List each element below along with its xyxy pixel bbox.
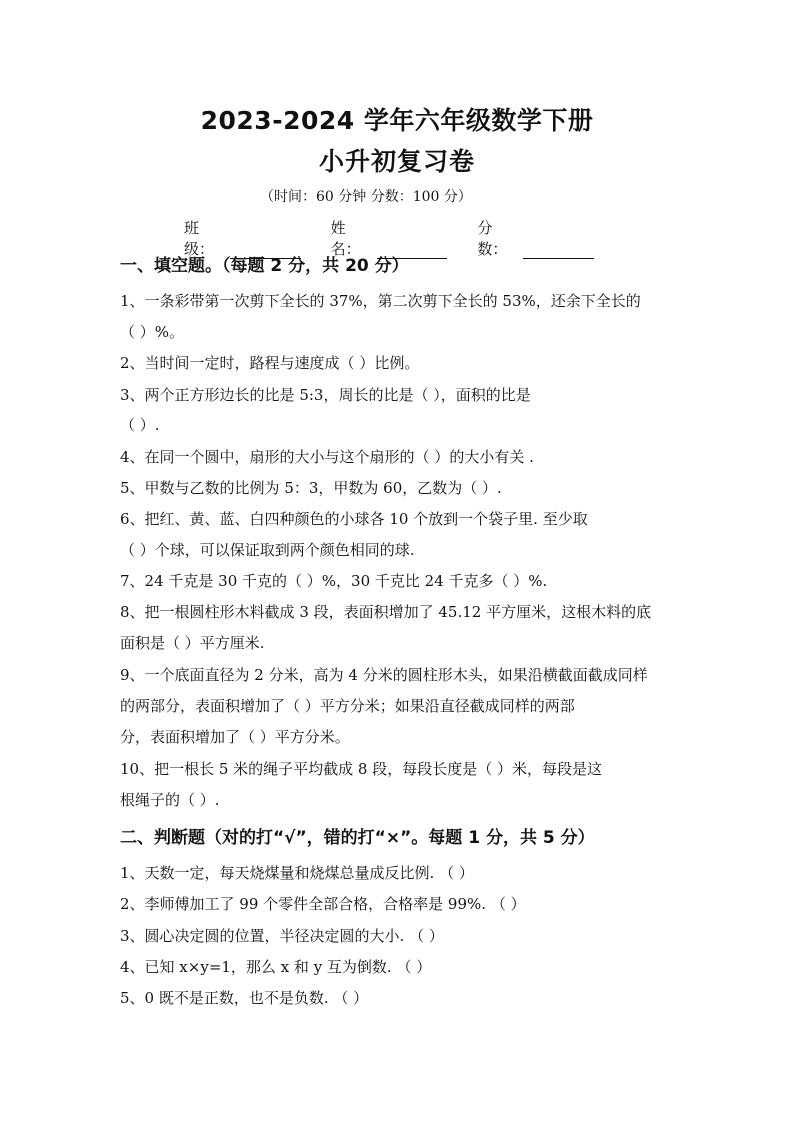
- question-line: 3、两个正方形边长的比是 5:3，周长的比是（ ），面积的比是: [120, 386, 531, 404]
- exam-title: 2023-2024 学年六年级数学下册: [200, 106, 594, 135]
- question-line: 根绳子的（ ）.: [120, 791, 220, 809]
- question-line: （ ）个球，可以保证取到两个颜色相同的球.: [120, 541, 415, 559]
- time-score-info: （时间：60 分钟 分数：100 分）: [260, 189, 472, 205]
- judgement-line: 4、已知 x×y=1，那么 x 和 y 互为倒数. （ ）: [120, 958, 432, 976]
- question-line: 9、一个底面直径为 2 分米，高为 4 分米的圆柱形木头，如果沿横截面截成同样: [120, 666, 648, 684]
- question-line: 10、把一根长 5 米的绳子平均截成 8 段，每段长度是（ ）米，每段是这: [120, 760, 603, 778]
- judgement-line: 2、李师傅加工了 99 个零件全部合格，合格率是 99%. （ ）: [120, 895, 526, 913]
- question-line: 分，表面积增加了（ ）平方分米。: [120, 728, 350, 746]
- section-fill-in-heading: 一、填空题。（每题 2 分，共 20 分）: [120, 256, 409, 276]
- question-line: （ ）%。: [120, 323, 185, 341]
- judgement-line: 1、天数一定，每天烧煤量和烧煤总量成反比例. （ ）: [120, 864, 474, 882]
- question-line: 2、当时间一定时，路程与速度成（ ）比例。: [120, 354, 420, 372]
- score-field: [477, 217, 594, 259]
- judgement-line: 3、圆心决定圆的位置，半径决定圆的大小. （ ）: [120, 927, 444, 945]
- question-line: 8、把一根圆柱形木料截成 3 段，表面积增加了 45.12 平方厘米，这根木料的底: [120, 603, 652, 621]
- question-line: 的两部分，表面积增加了（ ）平方分米；如果沿直径截成同样的两部: [120, 697, 575, 715]
- question-line: 面积是（ ）平方厘米.: [120, 634, 265, 652]
- question-line: 7、24 千克是 30 千克的（ ）%，30 千克比 24 千克多（ ）%.: [120, 572, 548, 590]
- judgement-line: 5、0 既不是正数，也不是负数. （ ）: [120, 989, 369, 1007]
- exam-subtitle: 小升初复习卷: [318, 147, 475, 176]
- question-line: 4、在同一个圆中，扇形的大小与这个扇形的（ ）的大小有关 .: [120, 448, 534, 466]
- class-label: 班级：: [184, 219, 215, 258]
- question-line: （ ）.: [120, 416, 160, 434]
- name-label: 姓名：: [330, 219, 361, 258]
- section-true-false-heading: 二、判断题（对的打“√”，错的打“×”。每题 1 分，共 5 分）: [120, 828, 595, 848]
- question-line: 1、一条彩带第一次剪下全长的 37%，第二次剪下全长的 53%，还余下全长的: [120, 292, 641, 310]
- question-line: 6、把红、黄、蓝、白四种颜色的小球各 10 个放到一个袋子里. 至少取: [120, 510, 588, 528]
- score-label: 分数：: [477, 219, 508, 258]
- score-blank[interactable]: [523, 242, 594, 259]
- question-line: 5、甲数与乙数的比例为 5：3，甲数为 60，乙数为（ ）.: [120, 479, 502, 497]
